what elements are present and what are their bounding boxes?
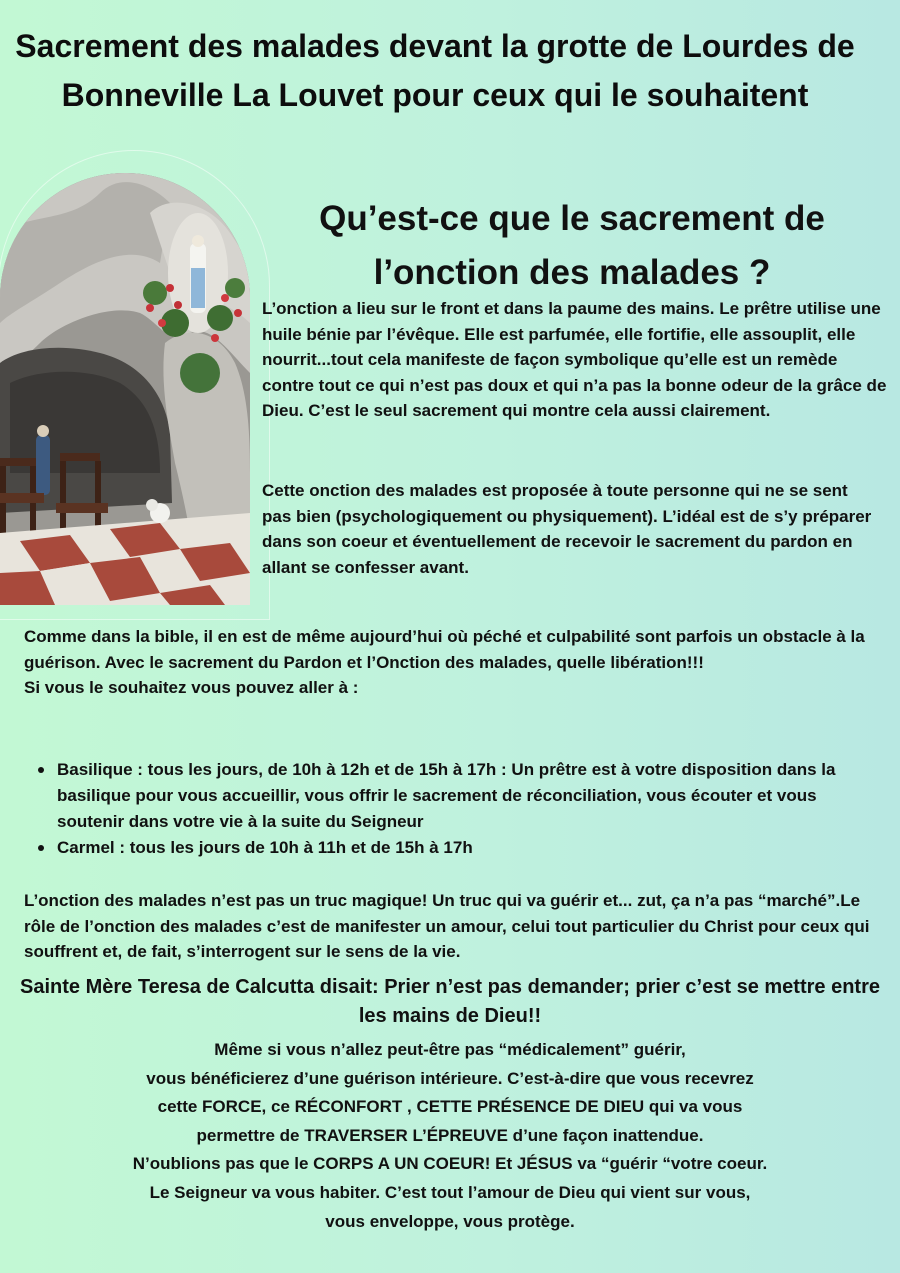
page-title: Sacrement des malades devant la grotte de Lourdes de Bonneville La Louvet pour ceux qui le souhaitent	[15, 28, 855, 113]
closing-text	[14, 1036, 886, 1236]
closing-line: permettre de TRAVERSER L’ÉPREUVE d’une façon inattendue.	[196, 1125, 704, 1145]
closing-line: Même si vous n’allez peut-être pas “médicalement” guérir,	[214, 1040, 686, 1059]
closing-line: N’oublions pas que le CORPS A UN COEUR! Et JÉSUS va “guérir “votre coeur.	[132, 1154, 768, 1174]
bullet-icon	[38, 845, 44, 851]
paragraph-where-to-go: Si vous le souhaitez vous pouvez aller à :	[24, 678, 359, 698]
paragraph-proposee: Cette onction des malades est proposée à toute personne qui ne se sent pas bien (psychologiquement ou physiquement). L’idéal est de s’y préparer dans son coeur et éventuellement de recevoir le sacrement du pardon en allant se confesser avant.	[262, 481, 872, 577]
places-list	[24, 757, 864, 861]
list-item-text: Carmel : tous les jours de 10h à 11h et de 15h à 17h	[57, 838, 473, 857]
closing-line: vous enveloppe, vous protège.	[325, 1211, 575, 1231]
paragraph-bible-text: Comme dans la bible, il en est de même aujourd’hui où péché et culpabilité sont parfois un obstacle à la guérison. Avec le sacrement du Pardon et l’Onction des malades, quelle libération!!!	[24, 627, 865, 672]
closing-line: vous bénéficierez d’une guérison intérieure. C’est-à-dire que vous recevrez	[146, 1068, 754, 1088]
paragraph-bible	[24, 624, 884, 701]
paragraph-not-magic: L’onction des malades n’est pas un truc magique! Un truc qui va guérir et... zut, ça n’a pas “marché”.Le rôle de l’onction des malades c’est de manifester un amour, celui tout particulier du Christ pour ceux qui souffrent et, de fait, s’interrogent sur le sens de la vie.	[24, 891, 870, 962]
list-item	[24, 835, 864, 861]
paragraph-onction: L’onction a lieu sur le front et dans la paume des mains. Le prêtre utilise une huile bénie par l’évêque. Elle est parfumée, elle fortifie, elle assouplit, elle nourrit...tout cela manifeste de façon symbolique qu’elle est un remède contre tout ce qui n’est pas doux et qui n’a pas la bonne odeur de la grâce de Dieu. C’est le seul sacrement qui montre cela aussi clairement.	[262, 299, 887, 421]
section-heading: Qu’est-ce que le sacrement de l’onction des malades ?	[319, 199, 825, 292]
list-item	[24, 757, 864, 835]
closing-line: cette FORCE, ce RÉCONFORT , CETTE PRÉSENCE DE DIEU qui va vous	[157, 1097, 743, 1117]
closing-line: Le Seigneur va vous habiter. C’est tout l’amour de Dieu qui vient sur vous,	[149, 1182, 751, 1202]
bullet-icon	[38, 767, 44, 773]
teresa-quote: Sainte Mère Teresa de Calcutta disait: Prier n’est pas demander; prier c’est se mettre entre les mains de Dieu!!	[20, 976, 880, 1027]
grotto-photo	[0, 173, 250, 605]
grotto-illustration	[0, 173, 250, 605]
list-item-text: Basilique : tous les jours, de 10h à 12h et de 15h à 17h : Un prêtre est à votre disposition dans la basilique pour vous accueillir, vous offrir le sacrement de réconciliation, vous écouter et vous soutenir dans votre vie à la suite du Seigneur	[57, 760, 836, 831]
